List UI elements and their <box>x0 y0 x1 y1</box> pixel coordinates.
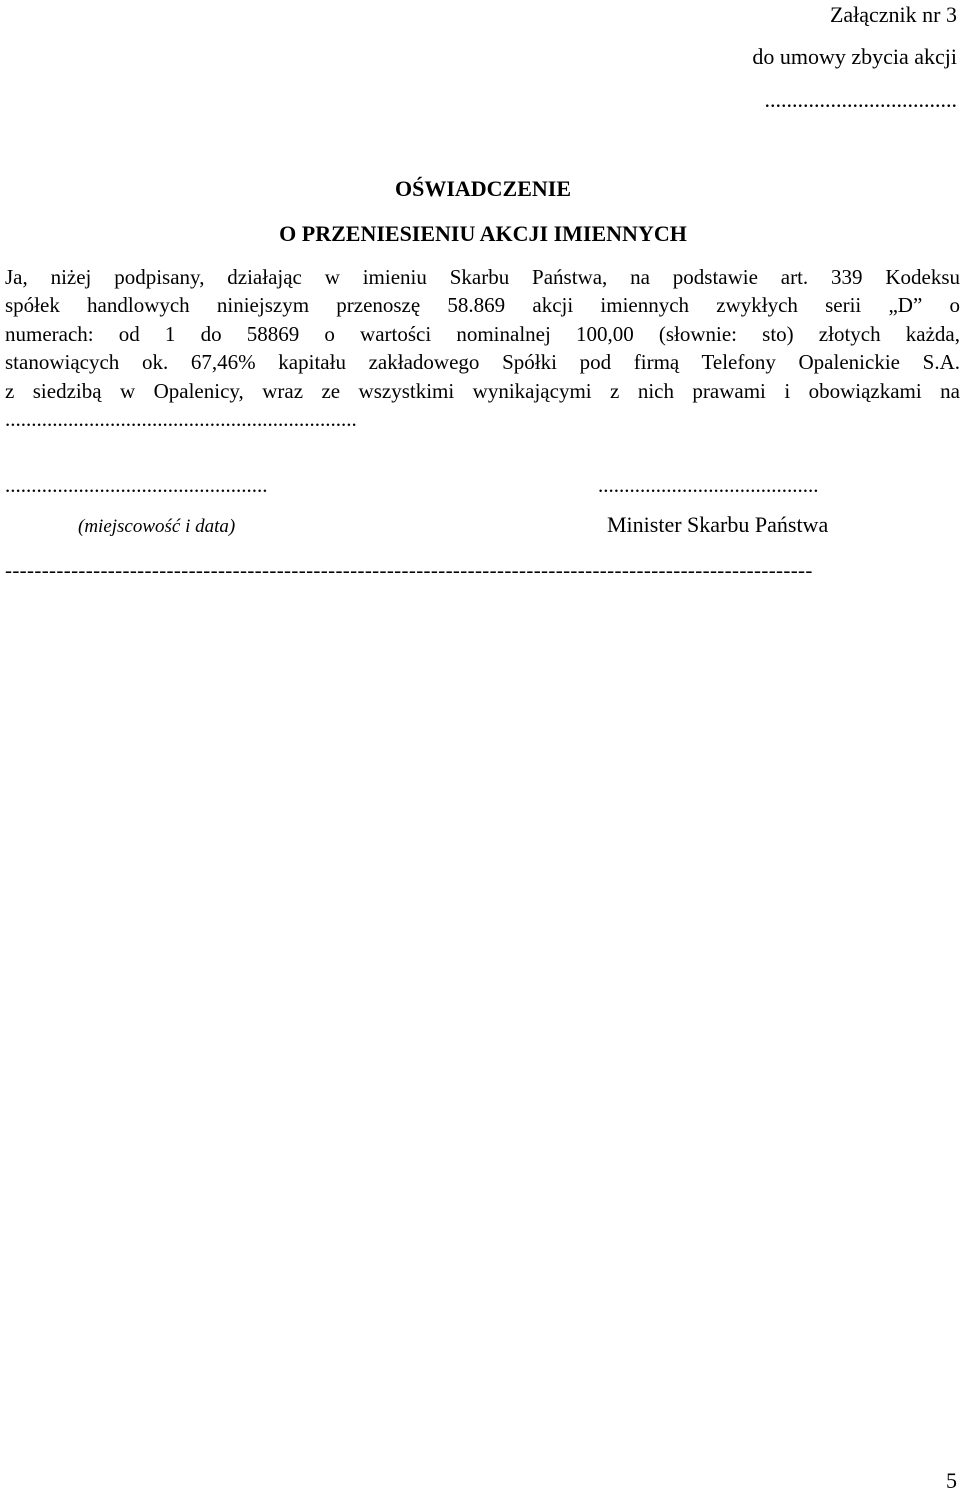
statement-line: spółek handlowych niniejszym przenoszę 58.869 akcji imiennych zwykłych serii „D” o <box>5 293 960 318</box>
signatory-label: Minister Skarbu Państwa <box>607 512 829 537</box>
annex-contract-reference: do umowy zbycia akcji <box>752 44 957 69</box>
place-date-label: (miejscowość i data) <box>78 516 236 537</box>
statement-line: Ja, niżej podpisany, działając w imieniu Skarbu Państwa, na podstawie art. 339 Kodeksu <box>5 265 960 289</box>
cut-line-divider: -------------------------------------------------------------------------------------------------------------- <box>5 558 813 582</box>
statement-line: stanowiących ok. 67,46% kapitału zakładowego Spółki pod firmą Telefony Opalenickie S.A. <box>5 350 960 375</box>
document-subheading: O PRZENIESIENIU AKCJI IMIENNYCH <box>279 221 687 246</box>
statement-blank-line: ................................................................... <box>5 407 357 432</box>
statement-paragraph <box>5 263 960 433</box>
document-heading: OŚWIADCZENIE <box>394 176 572 201</box>
place-date-blank-line: .................................................. <box>5 473 268 497</box>
annex-title: Załącznik nr 3 <box>829 2 957 27</box>
annex-blank-line: ................................... <box>764 87 957 112</box>
signature-blank-line: .......................................... <box>598 473 819 497</box>
statement-line: numerach: od 1 do 58869 o wartości nominalnej 100,00 (słownie: sto) złotych każda, <box>5 321 960 346</box>
statement-line: z siedzibą w Opalenicy, wraz ze wszystkimi wynikającymi z nich prawami i obowiązkami na <box>5 378 960 403</box>
page-number: 5 <box>946 1468 957 1493</box>
